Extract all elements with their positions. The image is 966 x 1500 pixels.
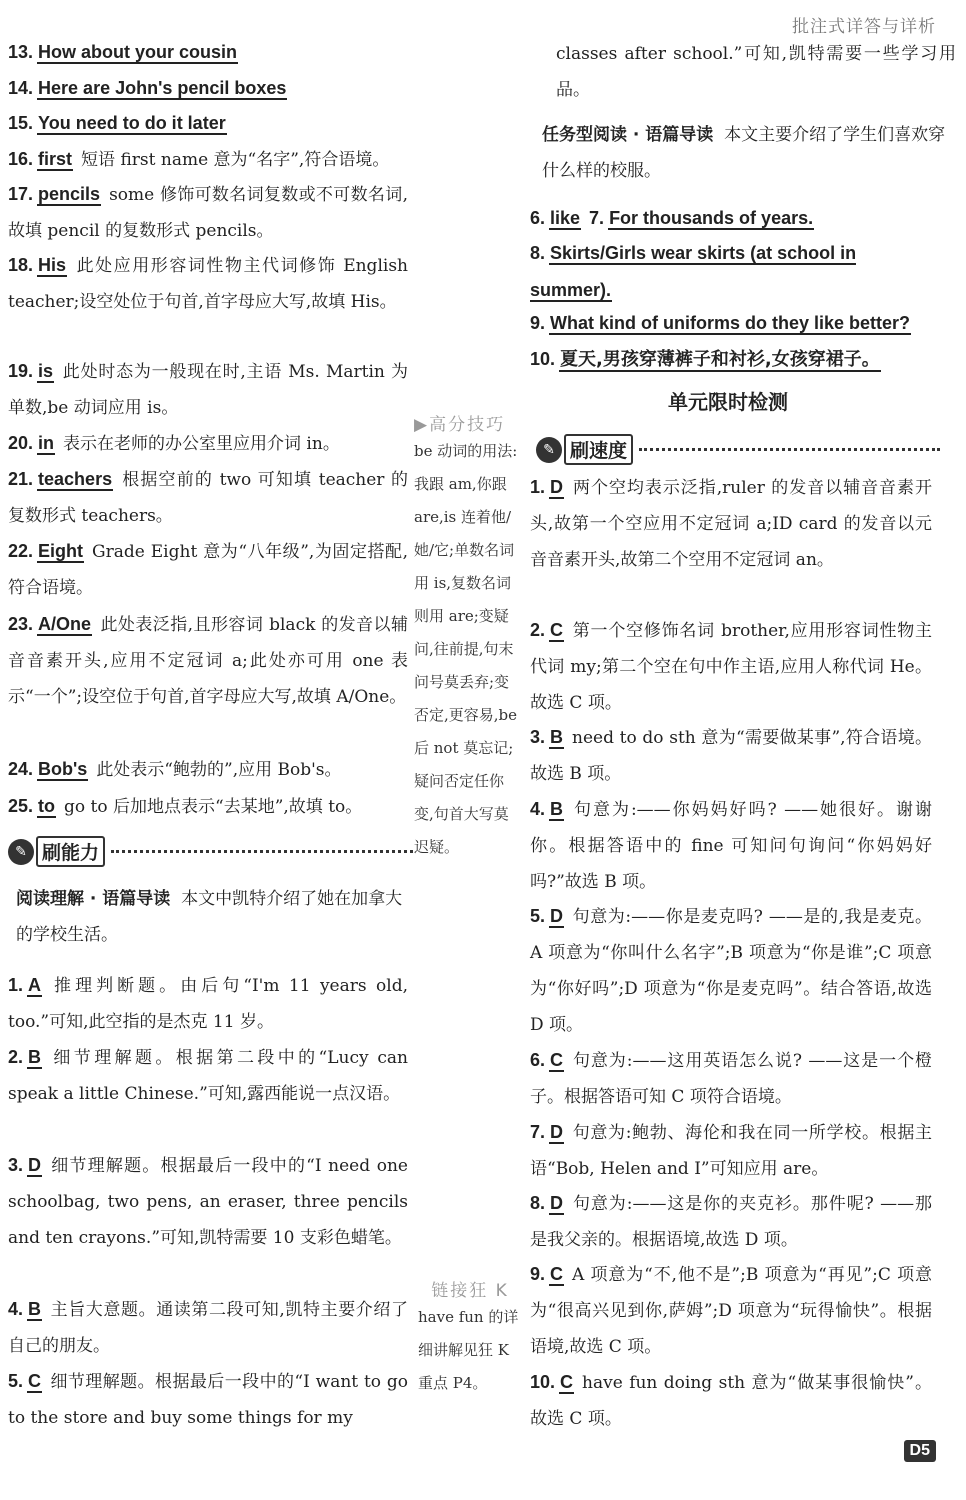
answer-25: 25. to go to 后加地点表示“去某地”,故填 to。	[8, 796, 363, 817]
section-title: 单元限时检测	[668, 390, 788, 414]
speed-6: 6. C 句意为:——这用英语怎么说? ——这是一个橙子。根据答语可知 C 项符合语境。	[530, 1050, 932, 1107]
reading-5: 5. C 细节理解题。根据最后一段中的“I want to go to the store and buy some things for my	[8, 1371, 408, 1428]
task-9: 9. What kind of uniforms do they like better?	[530, 313, 911, 333]
task-8: 8. Skirts/Girls wear skirts (at school in summer).	[530, 243, 857, 300]
pencil-icon: ✎	[8, 839, 34, 865]
answer-19: 19. is 此处时态为一般现在时,主语 Ms. Martin 为单数,be 动词应用 is。	[8, 361, 408, 418]
answer-22: 22. Eight Grade Eight 意为“八年级”,为固定搭配,符合语境。	[8, 541, 408, 598]
reading-2: 2. B 细节理解题。根据第二段中的“Lucy can speak a little Chinese.”可知,露西能说一点汉语。	[8, 1047, 408, 1104]
reading-guide-right: 任务型阅读 · 语篇导读 本文主要介绍了学生们喜欢穿什么样的校服。	[542, 125, 946, 181]
speed-10: 10. C have fun doing sth 意为“做某事很愉快”。故选 C 项。	[530, 1372, 932, 1429]
reading-1: 1. A 推理判断题。由后句“I'm 11 years old, too.”可知,此空指的是杰克 11 岁。	[8, 975, 408, 1032]
page-number-badge: D5	[904, 1440, 936, 1462]
answer-24: 24. Bob's 此处表示“鲍勃的”,应用 Bob's。	[8, 759, 342, 780]
answer-15: 15. You need to do it later	[8, 113, 226, 133]
reading-3: 3. D 细节理解题。根据最后一段中的“I need one schoolbag, two pens, an eraser, three pencils and ten crayons.”可知,凯特需要 10 支彩色蜡笔。	[8, 1155, 408, 1248]
answer-23: 23. A/One 此处表泛指,且形容词 black 的发音以辅音音素开头,应用不定冠词 a;此处亦可用 one 表示“一个”;设空位于句首,首字母应大写,故填 A/One。	[8, 614, 408, 707]
answer-18: 18. His 此处应用形容词性物主代词修饰 English teacher;设空处位于句首,首字母应大写,故填 His。	[8, 255, 408, 312]
task-10: 10. 夏天,男孩穿薄裤子和衬衫,女孩穿裙子。	[530, 349, 880, 370]
speed-8: 8. D 句意为:——这是你的夹克衫。那件呢? ——那是我父亲的。根据语境,故选 D 项。	[530, 1193, 932, 1250]
continued-text: classes after school.”可知,凯特需要一些学习用品。	[556, 44, 956, 100]
answer-16: 16. first 短语 first name 意为“名字”,符合语境。	[8, 149, 390, 170]
answer-20: 20. in 表示在老师的办公室里应用介词 in。	[8, 433, 340, 454]
speed-4: 4. B 句意为:——你妈妈好吗? ——她很好。谢谢你。根据答语中的 fine 可知问句询问“你妈妈好吗?”故选 B 项。	[530, 799, 932, 892]
tip-box: ▶高分技巧 be 动词的用法:我跟 am,你跟 are,is 连着他/她/它;单数名词用 is,复数名词则用 are;变疑问,往前提,句末问号莫丢弃;变否定,更容易,be 后 not 莫忘记;疑问否定任你变,句首大写莫迟疑。	[414, 415, 518, 856]
speed-2: 2. C 第一个空修饰名词 brother,应用形容词性物主代词 my;第二个空在句中作主语,应用人称代词 He。故选 C 项。	[530, 620, 932, 713]
speed-3: 3. B need to do sth 意为“需要做某事”,符合语境。故选 B 项。	[530, 727, 932, 784]
pencil-icon: ✎	[536, 437, 562, 463]
speed-5: 5. D 句意为:——你是麦克吗? ——是的,我是麦克。A 项意为“你叫什么名字”;B 项意为“你是谁”;C 项意为“你好吗”;D 项意为“你是麦克吗”。结合答语,故选 D 项。	[530, 906, 932, 1035]
speed-1: 1. D 两个空均表示泛指,ruler 的发音以辅音音素开头,故第一个空应用不定冠词 a;ID card 的发音以元音音素开头,故第二个空用不定冠词 an。	[530, 477, 932, 570]
answer-21: 21. teachers 根据空前的 two 可知填 teacher 的复数形式 teachers。	[8, 469, 408, 526]
speed-9: 9. C A 项意为“不,他不是”;B 项意为“再见”;C 项意为“很高兴见到你,萨姆”;D 项意为“玩得愉快”。根据语境,故选 C 项。	[530, 1264, 932, 1357]
answer-17: 17. pencils some 修饰可数名词复数或不可数名词,故填 pencil 的复数形式 pencils。	[8, 184, 408, 241]
section-badge-speed: ✎ 刷速度	[536, 434, 940, 465]
header-title: 批注式详答与详析	[792, 17, 936, 37]
speed-7: 7. D 句意为:鲍勃、海伦和我在同一所学校。根据主语“Bob, Helen and I”可知应用 are。	[530, 1122, 932, 1179]
task-6-7: 6. like 7. For thousands of years.	[530, 208, 814, 228]
reading-4: 4. B 主旨大意题。通读第二段可知,凯特主要介绍了自己的朋友。	[8, 1299, 408, 1356]
answer-13: 13. How about your cousin	[8, 42, 238, 62]
answer-14: 14. Here are John's pencil boxes	[8, 78, 287, 98]
section-badge-ability: ✎ 刷能力	[8, 836, 413, 867]
link-box: 链接狂 K have fun 的详细讲解见狂 K 重点 P4。	[418, 1281, 519, 1392]
reading-guide-left: 阅读理解 · 语篇导读 本文中凯特介绍了她在加拿大的学校生活。	[16, 889, 403, 945]
